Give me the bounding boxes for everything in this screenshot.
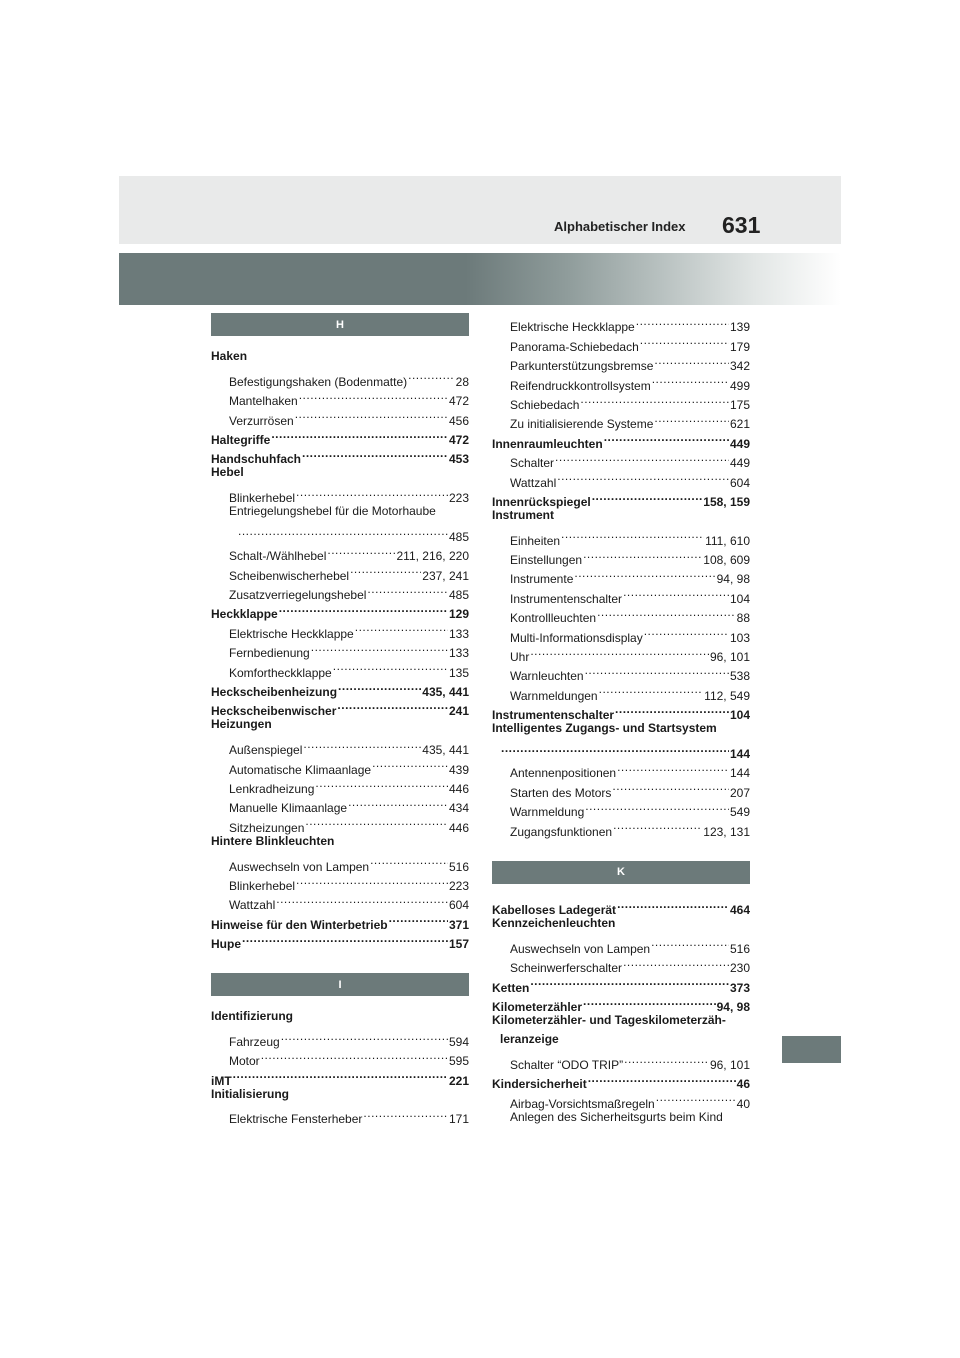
- entry-term: Außenspiegel: [229, 743, 303, 758]
- entry-term: Zugangsfunktionen: [510, 824, 613, 839]
- dot-leader: [604, 428, 729, 447]
- page-reference: 449: [729, 456, 750, 471]
- index-entry: [211, 715, 469, 734]
- dot-leader: [599, 680, 704, 699]
- dot-leader: [242, 929, 448, 948]
- index-subentry: [492, 642, 750, 665]
- page-reference: 179: [729, 339, 750, 354]
- dot-leader: [338, 677, 421, 696]
- page-reference: 223: [448, 878, 469, 893]
- page-reference: 604: [729, 475, 750, 490]
- entry-term: Zu initialisierende Systeme: [510, 417, 654, 432]
- dot-leader: [592, 487, 703, 506]
- header-band: [119, 253, 841, 305]
- entry-term: Blinkerhebel: [229, 491, 296, 506]
- dot-leader: [315, 774, 448, 793]
- dot-leader: [408, 366, 455, 385]
- index-entry: [492, 739, 750, 761]
- index-entry: [211, 929, 469, 952]
- entry-term: Panorama-Schiebedach: [510, 339, 639, 354]
- dot-leader: [588, 1069, 736, 1088]
- page-reference: 104: [729, 591, 750, 606]
- entry-term: Airbag-Vorsichtsmaßregeln: [510, 1096, 655, 1111]
- page-reference: 40: [736, 1096, 750, 1111]
- index-subentry: [211, 502, 469, 521]
- dot-leader: [583, 992, 716, 1011]
- entry-term: Befestigungshaken (Bodenmatte): [229, 374, 408, 389]
- index-list: [492, 895, 750, 1128]
- page-reference: 46: [736, 1077, 750, 1092]
- page-reference: 144: [729, 766, 750, 781]
- dot-leader: [350, 560, 421, 579]
- index-subentry: [492, 933, 750, 956]
- page-reference: 434: [448, 801, 469, 816]
- entry-term: Blinkerhebel: [229, 878, 296, 893]
- page-reference: 485: [448, 588, 469, 603]
- entry-term: Kennzeichenleuchten: [492, 915, 616, 930]
- index-list: [211, 1007, 469, 1127]
- entry-term: Heckscheibenheizung: [211, 685, 338, 700]
- page-reference: 223: [448, 491, 469, 506]
- page-reference: 538: [729, 669, 750, 684]
- entry-term: Instrument: [492, 507, 555, 522]
- index-entry: [492, 992, 750, 1014]
- dot-leader: [363, 1104, 448, 1123]
- page-reference: 111, 610: [705, 533, 750, 548]
- page-reference: 621: [729, 417, 750, 432]
- entry-term: Hupe: [211, 937, 241, 952]
- dot-leader: [238, 522, 448, 541]
- page-reference: 342: [729, 359, 750, 374]
- entry-term: Heizungen: [211, 717, 272, 732]
- entry-term: Initialisierung: [211, 1086, 290, 1101]
- page-reference: 175: [729, 397, 750, 412]
- chapter-tab: [782, 1036, 841, 1063]
- page-reference: 230: [729, 961, 750, 976]
- dot-leader: [333, 657, 448, 676]
- page-reference: 144: [729, 746, 750, 761]
- dot-leader: [370, 851, 448, 870]
- dot-leader: [302, 444, 448, 463]
- dot-leader: [327, 541, 395, 560]
- entry-term: Schalt-/Wählhebel: [229, 549, 327, 564]
- dot-leader: [654, 409, 729, 428]
- entry-term: Multi-Informationsdisplay: [510, 630, 643, 645]
- entry-term: Innenrückspiegel: [492, 494, 591, 509]
- page-reference: 435, 441: [422, 685, 469, 700]
- page-reference: 96, 101: [709, 1058, 750, 1073]
- entry-term: Kindersicherheit: [492, 1077, 587, 1092]
- page-reference: 594: [448, 1034, 469, 1049]
- entry-term: Sitzheizungen: [229, 820, 305, 835]
- dot-leader: [644, 622, 729, 641]
- entry-term: Fernbedienung: [229, 646, 310, 661]
- page-reference: 373: [729, 980, 750, 995]
- dot-leader: [296, 483, 448, 502]
- page-reference: 133: [448, 646, 469, 661]
- letter-heading: K: [492, 861, 750, 884]
- entry-term: Einheiten: [510, 533, 561, 548]
- section-title: Alphabetischer Index: [554, 219, 686, 234]
- entry-term: Starten des Motors: [510, 785, 612, 800]
- entry-term: Warnleuchten: [510, 669, 584, 684]
- entry-term: Reifendruckkontrollsystem: [510, 378, 651, 393]
- page-reference: 499: [729, 378, 750, 393]
- entry-term: Wattzahl: [229, 898, 276, 913]
- dot-leader: [261, 1046, 448, 1065]
- index-subentry: [211, 541, 469, 564]
- index-column-right: [492, 312, 750, 1127]
- page-reference: 139: [729, 320, 750, 335]
- dot-leader: [233, 1065, 448, 1084]
- entry-term: Intelligentes Zugangs- und Startsystem: [492, 721, 717, 736]
- page-reference: 241: [448, 704, 469, 719]
- entry-term: Automatische Klimaanlage: [229, 762, 372, 777]
- dot-leader: [617, 758, 729, 777]
- dot-leader: [279, 599, 448, 618]
- entry-term: Elektrische Heckklappe: [229, 626, 354, 641]
- entry-term: leranzeige: [500, 1032, 559, 1047]
- index-entry: [492, 914, 750, 933]
- index-subentry: [211, 851, 469, 874]
- page-reference: 446: [448, 820, 469, 835]
- letter-heading: H: [211, 313, 469, 336]
- dot-leader: [501, 739, 729, 758]
- entry-term: Elektrische Heckklappe: [510, 320, 635, 335]
- index-entry: [492, 972, 750, 995]
- index-subentry: [211, 735, 469, 758]
- index-subentry: [211, 1104, 469, 1127]
- dot-leader: [389, 909, 448, 928]
- page-reference: 123, 131: [703, 824, 750, 839]
- page-reference: 104: [729, 708, 750, 723]
- dot-leader: [612, 777, 729, 796]
- dot-leader: [561, 525, 704, 544]
- page-reference: 158, 159: [703, 494, 750, 509]
- dot-leader: [281, 1027, 448, 1046]
- entry-term: Instrumentenschalter: [492, 708, 615, 723]
- page-reference: 88: [736, 611, 750, 626]
- entry-term: Heckscheibenwischer: [211, 704, 337, 719]
- index-entry: [492, 719, 750, 738]
- entry-term: Manuelle Klimaanlage: [229, 801, 348, 816]
- entry-term: Wattzahl: [510, 475, 557, 490]
- dot-leader: [574, 564, 715, 583]
- entry-term: Entriegelungshebel für die Motorhaube: [229, 504, 436, 519]
- index-entry: [492, 1011, 750, 1030]
- dot-leader: [299, 386, 448, 405]
- entry-term: Uhr: [510, 650, 530, 665]
- entry-term: Motor: [229, 1054, 260, 1069]
- dot-leader: [613, 816, 702, 835]
- page-reference: 439: [448, 762, 469, 777]
- page-reference: 549: [729, 805, 750, 820]
- dot-leader: [296, 871, 448, 890]
- entry-term: Elektrische Fensterheber: [229, 1112, 363, 1127]
- dot-leader: [555, 448, 729, 467]
- entry-term: Haken: [211, 349, 248, 363]
- index-entry: [211, 832, 469, 851]
- index-entry: [492, 895, 750, 917]
- dot-leader: [651, 933, 729, 952]
- page-reference: 435, 441: [422, 743, 469, 758]
- dot-leader: [305, 812, 448, 831]
- dot-leader: [348, 793, 448, 812]
- dot-leader: [530, 972, 729, 991]
- entry-term: Hebel: [211, 465, 244, 480]
- entry-term: Anlegen des Sicherheitsgurts beim Kind: [510, 1109, 723, 1124]
- dot-leader: [652, 370, 729, 389]
- page-reference: 446: [448, 781, 469, 796]
- dot-leader: [640, 331, 729, 350]
- page-reference: 464: [729, 902, 750, 917]
- entry-term: Handschuhfach: [211, 452, 302, 467]
- page-reference: 171: [448, 1112, 469, 1127]
- entry-term: Kabelloses Ladegerät: [492, 902, 617, 917]
- entry-term: iMT: [211, 1073, 232, 1088]
- letter-heading: I: [211, 973, 469, 996]
- page-reference: 485: [448, 529, 469, 544]
- page-number: 631: [722, 212, 761, 238]
- page-reference: 449: [729, 436, 750, 451]
- dot-leader: [355, 618, 448, 637]
- entry-term: Innenraumleuchten: [492, 436, 603, 451]
- entry-term: Parkunterstützungsbremse: [510, 359, 654, 374]
- entry-term: Warnmeldungen: [510, 688, 598, 703]
- dot-leader: [295, 405, 448, 424]
- index-list: [211, 347, 469, 952]
- dot-leader: [580, 390, 729, 409]
- page-reference: 472: [448, 432, 469, 447]
- dot-leader: [557, 467, 729, 486]
- entry-term: Instrumente: [510, 572, 574, 587]
- page-reference: 135: [448, 665, 469, 680]
- page-reference: 371: [448, 917, 469, 932]
- page-reference: 28: [455, 374, 469, 389]
- entry-term: Lenkradheizung: [229, 781, 315, 796]
- page-reference: 604: [448, 898, 469, 913]
- entry-term: Scheibenwischerhebel: [229, 568, 350, 583]
- entry-term: Scheinwerferschalter: [510, 961, 623, 976]
- entry-term: Warnmeldung: [510, 805, 585, 820]
- entry-term: Fahrzeug: [229, 1034, 280, 1049]
- entry-term: Auswechseln von Lampen: [510, 941, 651, 956]
- dot-leader: [624, 1050, 709, 1069]
- index-subentry: [211, 522, 469, 544]
- entry-term: Auswechseln von Lampen: [229, 859, 370, 874]
- page-reference: 211, 216, 220: [396, 549, 469, 564]
- index-subentry: [492, 1050, 750, 1073]
- index-subentry: [492, 312, 750, 335]
- index-subentry: [492, 758, 750, 781]
- index-subentry: [492, 525, 750, 548]
- entry-term: Antennenpositionen: [510, 766, 617, 781]
- entry-term: Haltegriffe: [211, 432, 271, 447]
- dot-leader: [276, 890, 448, 909]
- page-reference: 96, 101: [709, 650, 750, 665]
- index-entry: [211, 347, 469, 366]
- page-reference: 112, 549: [704, 688, 750, 703]
- entry-term: Hintere Blinkleuchten: [211, 833, 335, 848]
- dot-leader: [597, 603, 736, 622]
- index-entry: [211, 1065, 469, 1088]
- page-reference: 472: [448, 394, 469, 409]
- entry-term: Schiebedach: [510, 397, 580, 412]
- page-reference: 133: [448, 626, 469, 641]
- index-entry: [211, 1085, 469, 1104]
- index-entry: [211, 1007, 469, 1026]
- page-reference: 157: [448, 937, 469, 952]
- dot-leader: [303, 735, 421, 754]
- page-reference: 94, 98: [716, 572, 750, 587]
- entry-term: Kontrollleuchten: [510, 611, 597, 626]
- page-reference: 453: [448, 452, 469, 467]
- dot-leader: [617, 895, 729, 914]
- index-subentry: [211, 1027, 469, 1049]
- dot-leader: [372, 754, 448, 773]
- page-reference: 516: [448, 859, 469, 874]
- dot-leader: [623, 953, 729, 972]
- page-reference: 94, 98: [716, 999, 750, 1014]
- entry-term: Einstellungen: [510, 553, 583, 568]
- entry-term: Identifizierung: [211, 1009, 293, 1024]
- dot-leader: [636, 312, 729, 331]
- index-subentry: [492, 1108, 750, 1127]
- dot-leader: [367, 580, 448, 599]
- page-reference: 516: [729, 941, 750, 956]
- index-column-left: [211, 312, 469, 1127]
- dot-leader: [623, 583, 729, 602]
- entry-term: Heckklappe: [211, 607, 278, 622]
- page-reference: 108, 609: [703, 553, 750, 568]
- entry-term: Schalter: [510, 456, 555, 471]
- entry-term: Kilometerzähler: [492, 999, 583, 1014]
- index-entry: [492, 1030, 750, 1049]
- dot-leader: [311, 638, 448, 657]
- dot-leader: [615, 700, 729, 719]
- page-reference: 237, 241: [422, 568, 469, 583]
- entry-term: Instrumentenschalter: [510, 591, 623, 606]
- entry-term: Mantelhaken: [229, 394, 298, 409]
- dot-leader: [530, 642, 709, 661]
- dot-leader: [656, 1088, 736, 1107]
- dot-leader: [583, 545, 702, 564]
- entry-term: Ketten: [492, 980, 530, 995]
- entry-term: Zusatzverriegelungshebel: [229, 588, 367, 603]
- page-reference: 221: [448, 1073, 469, 1088]
- dot-leader: [585, 661, 729, 680]
- entry-term: Schalter “ODO TRIP”: [510, 1058, 624, 1073]
- dot-leader: [271, 425, 448, 444]
- index-subentry: [211, 483, 469, 506]
- page-reference: 207: [729, 785, 750, 800]
- page-reference: 456: [448, 413, 469, 428]
- entry-term: Komfortheckklappe: [229, 665, 332, 680]
- index-subentry: [211, 366, 469, 389]
- dot-leader: [337, 696, 448, 715]
- entry-term: Hinweise für den Winterbetrieb: [211, 917, 388, 932]
- dot-leader: [585, 797, 729, 816]
- index-list: [492, 312, 750, 839]
- entry-term: Kilometerzähler- und Tageskilometerzäh-: [492, 1012, 726, 1027]
- page-reference: 129: [448, 607, 469, 622]
- page-reference: 103: [729, 630, 750, 645]
- dot-leader: [654, 351, 729, 370]
- page-reference: 595: [448, 1054, 469, 1069]
- index-subentry: [492, 661, 750, 684]
- entry-term: Verzurrösen: [229, 413, 294, 428]
